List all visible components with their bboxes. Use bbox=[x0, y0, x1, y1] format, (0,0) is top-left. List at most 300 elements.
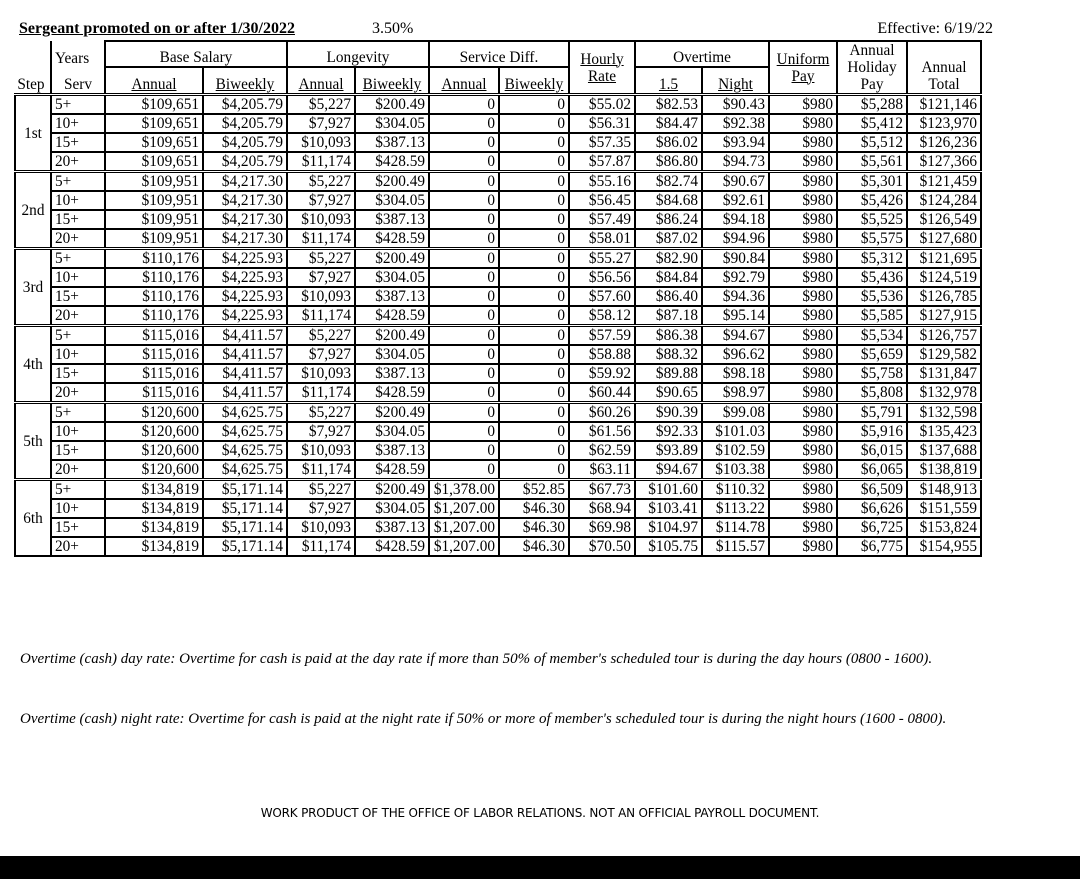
footer-disclaimer: WORK PRODUCT OF THE OFFICE OF LABOR RELATIONS. NOT AN OFFICIAL PAYROLL DOCUMENT. bbox=[260, 806, 820, 820]
cell-years-serv: 15+ bbox=[51, 441, 105, 460]
header-serv: Serv bbox=[51, 67, 105, 94]
cell-hourly-rate: $61.56 bbox=[569, 422, 635, 441]
cell-years-serv: 5+ bbox=[51, 326, 105, 346]
cell-hourly-rate: $63.11 bbox=[569, 460, 635, 480]
cell-base-annual: $109,651 bbox=[105, 114, 203, 133]
header-annual-total bbox=[907, 41, 981, 95]
cell-annual-holiday-pay: $5,808 bbox=[837, 383, 907, 403]
cell-uniform-pay: $980 bbox=[769, 383, 837, 403]
cell-base-biweekly: $4,225.93 bbox=[203, 249, 287, 269]
cell-service-diff-annual: 0 bbox=[429, 403, 499, 423]
cell-longevity-biweekly: $200.49 bbox=[355, 172, 429, 192]
cell-years-serv: 20+ bbox=[51, 306, 105, 326]
cell-annual-total: $131,847 bbox=[907, 364, 981, 383]
cell-annual-holiday-pay: $5,659 bbox=[837, 345, 907, 364]
cell-overtime-night: $90.43 bbox=[702, 95, 769, 115]
header-base-annual: Annual bbox=[105, 67, 203, 94]
cell-overtime-1-5: $90.65 bbox=[635, 383, 702, 403]
cell-overtime-night: $96.62 bbox=[702, 345, 769, 364]
cell-service-diff-annual: 0 bbox=[429, 326, 499, 346]
cell-longevity-annual: $10,093 bbox=[287, 210, 355, 229]
cell-base-annual: $110,176 bbox=[105, 268, 203, 287]
cell-years-serv: 10+ bbox=[51, 191, 105, 210]
cell-overtime-1-5: $88.32 bbox=[635, 345, 702, 364]
header-longevity-biweekly: Biweekly bbox=[355, 67, 429, 94]
cell-uniform-pay: $980 bbox=[769, 345, 837, 364]
cell-longevity-annual: $10,093 bbox=[287, 364, 355, 383]
table-row bbox=[15, 441, 981, 460]
cell-annual-holiday-pay: $5,512 bbox=[837, 133, 907, 152]
cell-service-diff-annual: 0 bbox=[429, 306, 499, 326]
cell-years-serv: 5+ bbox=[51, 403, 105, 423]
cell-annual-total: $153,824 bbox=[907, 518, 981, 537]
cell-base-biweekly: $4,217.30 bbox=[203, 172, 287, 192]
cell-base-annual: $109,651 bbox=[105, 95, 203, 115]
cell-service-diff-annual: $1,378.00 bbox=[429, 480, 499, 500]
cell-service-diff-annual: 0 bbox=[429, 268, 499, 287]
cell-uniform-pay: $980 bbox=[769, 537, 837, 556]
cell-annual-total: $121,695 bbox=[907, 249, 981, 269]
cell-longevity-annual: $5,227 bbox=[287, 249, 355, 269]
cell-base-biweekly: $5,171.14 bbox=[203, 518, 287, 537]
cell-longevity-biweekly: $428.59 bbox=[355, 229, 429, 249]
header-uniform-line1: Uniform bbox=[776, 50, 830, 68]
pay-scale-table bbox=[14, 40, 982, 557]
cell-overtime-1-5: $84.84 bbox=[635, 268, 702, 287]
cell-overtime-1-5: $92.33 bbox=[635, 422, 702, 441]
header-service-biweekly: Biweekly bbox=[499, 67, 569, 94]
cell-overtime-1-5: $86.24 bbox=[635, 210, 702, 229]
header-hourly-line1: Hourly bbox=[580, 50, 624, 68]
cell-service-diff-annual: $1,207.00 bbox=[429, 518, 499, 537]
cell-annual-holiday-pay: $5,758 bbox=[837, 364, 907, 383]
cell-service-diff-annual: $1,207.00 bbox=[429, 499, 499, 518]
header-base-biweekly: Biweekly bbox=[203, 67, 287, 94]
step-label: 4th bbox=[15, 326, 51, 403]
table-row bbox=[15, 460, 981, 480]
cell-years-serv: 5+ bbox=[51, 480, 105, 500]
cell-base-annual: $120,600 bbox=[105, 422, 203, 441]
cell-uniform-pay: $980 bbox=[769, 518, 837, 537]
cell-annual-total: $126,757 bbox=[907, 326, 981, 346]
effective-date: Effective: 6/19/22 bbox=[877, 20, 993, 37]
cell-annual-total: $132,978 bbox=[907, 383, 981, 403]
cell-uniform-pay: $980 bbox=[769, 364, 837, 383]
cell-base-biweekly: $4,625.75 bbox=[203, 422, 287, 441]
cell-longevity-annual: $10,093 bbox=[287, 441, 355, 460]
cell-base-annual: $110,176 bbox=[105, 306, 203, 326]
header-longevity-annual: Annual bbox=[287, 67, 355, 94]
cell-overtime-1-5: $82.90 bbox=[635, 249, 702, 269]
cell-overtime-night: $98.97 bbox=[702, 383, 769, 403]
cell-service-diff-annual: 0 bbox=[429, 152, 499, 172]
cell-service-diff-biweekly: 0 bbox=[499, 229, 569, 249]
cell-uniform-pay: $980 bbox=[769, 326, 837, 346]
step-label: 3rd bbox=[15, 249, 51, 326]
cell-service-diff-annual: 0 bbox=[429, 133, 499, 152]
cell-overtime-1-5: $86.02 bbox=[635, 133, 702, 152]
cell-service-diff-annual: 0 bbox=[429, 287, 499, 306]
cell-longevity-biweekly: $387.13 bbox=[355, 287, 429, 306]
cell-years-serv: 5+ bbox=[51, 249, 105, 269]
cell-base-annual: $115,016 bbox=[105, 364, 203, 383]
cell-base-annual: $134,819 bbox=[105, 480, 203, 500]
cell-longevity-annual: $11,174 bbox=[287, 152, 355, 172]
cell-uniform-pay: $980 bbox=[769, 306, 837, 326]
cell-service-diff-biweekly: 0 bbox=[499, 306, 569, 326]
cell-annual-total: $137,688 bbox=[907, 441, 981, 460]
cell-overtime-night: $94.73 bbox=[702, 152, 769, 172]
table-row bbox=[15, 191, 981, 210]
cell-overtime-night: $94.18 bbox=[702, 210, 769, 229]
cell-hourly-rate: $57.87 bbox=[569, 152, 635, 172]
cell-service-diff-biweekly: 0 bbox=[499, 95, 569, 115]
cell-hourly-rate: $55.27 bbox=[569, 249, 635, 269]
header-service-annual: Annual bbox=[429, 67, 499, 94]
cell-base-biweekly: $4,411.57 bbox=[203, 326, 287, 346]
cell-base-biweekly: $4,205.79 bbox=[203, 152, 287, 172]
cell-service-diff-biweekly: 0 bbox=[499, 133, 569, 152]
cell-hourly-rate: $57.35 bbox=[569, 133, 635, 152]
step-label: 1st bbox=[15, 95, 51, 172]
cell-annual-total: $127,915 bbox=[907, 306, 981, 326]
cell-years-serv: 5+ bbox=[51, 95, 105, 115]
cell-years-serv: 10+ bbox=[51, 268, 105, 287]
header-holiday-line1: Annual bbox=[849, 42, 895, 59]
cell-longevity-annual: $7,927 bbox=[287, 499, 355, 518]
cell-years-serv: 5+ bbox=[51, 172, 105, 192]
cell-service-diff-annual: 0 bbox=[429, 210, 499, 229]
header-step: Step bbox=[17, 76, 45, 93]
cell-uniform-pay: $980 bbox=[769, 229, 837, 249]
cell-years-serv: 10+ bbox=[51, 114, 105, 133]
cell-uniform-pay: $980 bbox=[769, 403, 837, 423]
cell-overtime-1-5: $82.74 bbox=[635, 172, 702, 192]
cell-base-biweekly: $4,217.30 bbox=[203, 210, 287, 229]
cell-base-biweekly: $4,625.75 bbox=[203, 403, 287, 423]
cell-base-annual: $109,651 bbox=[105, 152, 203, 172]
cell-service-diff-biweekly: 0 bbox=[499, 383, 569, 403]
header-total-line2: Total bbox=[928, 76, 960, 93]
cell-base-annual: $109,951 bbox=[105, 172, 203, 192]
cell-base-biweekly: $4,217.30 bbox=[203, 191, 287, 210]
table-row bbox=[15, 518, 981, 537]
cell-base-annual: $110,176 bbox=[105, 249, 203, 269]
cell-base-biweekly: $4,225.93 bbox=[203, 287, 287, 306]
cell-service-diff-annual: 0 bbox=[429, 364, 499, 383]
cell-annual-holiday-pay: $5,436 bbox=[837, 268, 907, 287]
cell-annual-total: $121,146 bbox=[907, 95, 981, 115]
cell-longevity-annual: $11,174 bbox=[287, 229, 355, 249]
cell-base-annual: $110,176 bbox=[105, 287, 203, 306]
cell-overtime-1-5: $84.68 bbox=[635, 191, 702, 210]
table-row bbox=[15, 114, 981, 133]
cell-longevity-annual: $11,174 bbox=[287, 460, 355, 480]
cell-service-diff-biweekly: $46.30 bbox=[499, 518, 569, 537]
cell-service-diff-biweekly: 0 bbox=[499, 460, 569, 480]
cell-overtime-1-5: $90.39 bbox=[635, 403, 702, 423]
cell-service-diff-annual: 0 bbox=[429, 172, 499, 192]
cell-overtime-1-5: $87.18 bbox=[635, 306, 702, 326]
cell-uniform-pay: $980 bbox=[769, 268, 837, 287]
cell-longevity-biweekly: $387.13 bbox=[355, 133, 429, 152]
header-uniform-pay bbox=[769, 41, 837, 95]
header-step-spacer bbox=[15, 41, 51, 67]
cell-service-diff-annual: 0 bbox=[429, 422, 499, 441]
cell-annual-holiday-pay: $5,575 bbox=[837, 229, 907, 249]
cell-overtime-night: $115.57 bbox=[702, 537, 769, 556]
cell-base-biweekly: $5,171.14 bbox=[203, 480, 287, 500]
cell-longevity-biweekly: $387.13 bbox=[355, 441, 429, 460]
cell-longevity-annual: $7,927 bbox=[287, 345, 355, 364]
cell-annual-holiday-pay: $5,534 bbox=[837, 326, 907, 346]
cell-annual-total: $132,598 bbox=[907, 403, 981, 423]
table-row bbox=[15, 95, 981, 115]
cell-base-annual: $109,651 bbox=[105, 133, 203, 152]
raise-percentage: 3.50% bbox=[372, 20, 414, 37]
header-holiday-line2: Holiday bbox=[847, 59, 897, 76]
cell-longevity-biweekly: $200.49 bbox=[355, 403, 429, 423]
table-row bbox=[15, 326, 981, 346]
cell-base-annual: $115,016 bbox=[105, 326, 203, 346]
cell-hourly-rate: $70.50 bbox=[569, 537, 635, 556]
table-row bbox=[15, 172, 981, 192]
document-title: Sergeant promoted on or after 1/30/2022 bbox=[19, 20, 295, 37]
header-uniform-line2: Pay bbox=[791, 67, 815, 85]
table-row bbox=[15, 345, 981, 364]
cell-service-diff-annual: 0 bbox=[429, 441, 499, 460]
cell-longevity-annual: $11,174 bbox=[287, 537, 355, 556]
cell-service-diff-annual: 0 bbox=[429, 345, 499, 364]
cell-service-diff-biweekly: 0 bbox=[499, 345, 569, 364]
cell-years-serv: 10+ bbox=[51, 422, 105, 441]
cell-base-biweekly: $5,171.14 bbox=[203, 537, 287, 556]
cell-annual-holiday-pay: $5,525 bbox=[837, 210, 907, 229]
table-row bbox=[15, 152, 981, 172]
bottom-black-bar bbox=[0, 856, 1080, 879]
cell-years-serv: 15+ bbox=[51, 364, 105, 383]
cell-longevity-biweekly: $428.59 bbox=[355, 152, 429, 172]
cell-base-biweekly: $4,411.57 bbox=[203, 364, 287, 383]
header-hourly-rate bbox=[569, 41, 635, 95]
cell-service-diff-biweekly: $46.30 bbox=[499, 537, 569, 556]
cell-overtime-1-5: $101.60 bbox=[635, 480, 702, 500]
cell-annual-total: $124,284 bbox=[907, 191, 981, 210]
cell-service-diff-annual: 0 bbox=[429, 383, 499, 403]
cell-base-annual: $109,951 bbox=[105, 229, 203, 249]
cell-annual-holiday-pay: $6,725 bbox=[837, 518, 907, 537]
table-row bbox=[15, 499, 981, 518]
cell-annual-total: $148,913 bbox=[907, 480, 981, 500]
cell-longevity-biweekly: $304.05 bbox=[355, 499, 429, 518]
cell-service-diff-biweekly: 0 bbox=[499, 172, 569, 192]
cell-annual-total: $123,970 bbox=[907, 114, 981, 133]
cell-overtime-1-5: $86.40 bbox=[635, 287, 702, 306]
cell-longevity-biweekly: $200.49 bbox=[355, 249, 429, 269]
cell-hourly-rate: $60.26 bbox=[569, 403, 635, 423]
cell-base-annual: $115,016 bbox=[105, 345, 203, 364]
cell-longevity-biweekly: $387.13 bbox=[355, 518, 429, 537]
cell-annual-holiday-pay: $5,426 bbox=[837, 191, 907, 210]
cell-uniform-pay: $980 bbox=[769, 249, 837, 269]
cell-longevity-annual: $5,227 bbox=[287, 172, 355, 192]
cell-hourly-rate: $67.73 bbox=[569, 480, 635, 500]
cell-annual-total: $126,236 bbox=[907, 133, 981, 152]
cell-longevity-biweekly: $428.59 bbox=[355, 383, 429, 403]
cell-uniform-pay: $980 bbox=[769, 287, 837, 306]
cell-longevity-biweekly: $387.13 bbox=[355, 210, 429, 229]
cell-overtime-1-5: $105.75 bbox=[635, 537, 702, 556]
cell-service-diff-biweekly: 0 bbox=[499, 249, 569, 269]
cell-longevity-biweekly: $200.49 bbox=[355, 95, 429, 115]
cell-years-serv: 20+ bbox=[51, 460, 105, 480]
header-hourly-line2: Rate bbox=[587, 67, 617, 85]
cell-overtime-night: $99.08 bbox=[702, 403, 769, 423]
cell-overtime-1-5: $104.97 bbox=[635, 518, 702, 537]
cell-overtime-night: $92.61 bbox=[702, 191, 769, 210]
table-row bbox=[15, 229, 981, 249]
cell-base-biweekly: $4,411.57 bbox=[203, 383, 287, 403]
cell-annual-total: $135,423 bbox=[907, 422, 981, 441]
table-row bbox=[15, 422, 981, 441]
cell-years-serv: 15+ bbox=[51, 518, 105, 537]
table-header bbox=[15, 41, 981, 95]
cell-service-diff-biweekly: 0 bbox=[499, 441, 569, 460]
cell-base-biweekly: $4,205.79 bbox=[203, 133, 287, 152]
cell-longevity-biweekly: $304.05 bbox=[355, 422, 429, 441]
step-label: 6th bbox=[15, 480, 51, 557]
cell-overtime-night: $92.79 bbox=[702, 268, 769, 287]
cell-longevity-biweekly: $304.05 bbox=[355, 345, 429, 364]
cell-years-serv: 10+ bbox=[51, 345, 105, 364]
cell-service-diff-annual: 0 bbox=[429, 114, 499, 133]
document-header bbox=[19, 20, 995, 40]
header-total-line1: Annual bbox=[921, 59, 967, 76]
table-row bbox=[15, 249, 981, 269]
table-row bbox=[15, 133, 981, 152]
cell-years-serv: 20+ bbox=[51, 383, 105, 403]
cell-base-biweekly: $4,411.57 bbox=[203, 345, 287, 364]
cell-hourly-rate: $57.60 bbox=[569, 287, 635, 306]
cell-base-annual: $120,600 bbox=[105, 441, 203, 460]
header-years: Years bbox=[51, 41, 105, 67]
cell-base-annual: $134,819 bbox=[105, 518, 203, 537]
cell-annual-holiday-pay: $6,015 bbox=[837, 441, 907, 460]
cell-base-annual: $109,951 bbox=[105, 191, 203, 210]
cell-annual-total: $151,559 bbox=[907, 499, 981, 518]
cell-hourly-rate: $59.92 bbox=[569, 364, 635, 383]
header-longevity: Longevity bbox=[287, 41, 429, 67]
cell-uniform-pay: $980 bbox=[769, 191, 837, 210]
cell-longevity-biweekly: $428.59 bbox=[355, 537, 429, 556]
header-service-diff: Service Diff. bbox=[429, 41, 569, 67]
cell-annual-holiday-pay: $6,509 bbox=[837, 480, 907, 500]
cell-service-diff-annual: 0 bbox=[429, 460, 499, 480]
cell-uniform-pay: $980 bbox=[769, 133, 837, 152]
cell-base-biweekly: $4,625.75 bbox=[203, 441, 287, 460]
table-body bbox=[15, 95, 981, 557]
cell-service-diff-biweekly: 0 bbox=[499, 287, 569, 306]
table-row bbox=[15, 287, 981, 306]
cell-hourly-rate: $57.49 bbox=[569, 210, 635, 229]
cell-longevity-annual: $5,227 bbox=[287, 95, 355, 115]
cell-annual-holiday-pay: $5,791 bbox=[837, 403, 907, 423]
cell-base-biweekly: $4,205.79 bbox=[203, 95, 287, 115]
cell-longevity-annual: $5,227 bbox=[287, 480, 355, 500]
cell-base-annual: $120,600 bbox=[105, 403, 203, 423]
cell-annual-total: $154,955 bbox=[907, 537, 981, 556]
cell-uniform-pay: $980 bbox=[769, 499, 837, 518]
cell-longevity-biweekly: $428.59 bbox=[355, 460, 429, 480]
cell-overtime-night: $94.67 bbox=[702, 326, 769, 346]
cell-base-annual: $120,600 bbox=[105, 460, 203, 480]
cell-annual-holiday-pay: $5,561 bbox=[837, 152, 907, 172]
cell-longevity-annual: $10,093 bbox=[287, 133, 355, 152]
cell-annual-holiday-pay: $5,536 bbox=[837, 287, 907, 306]
cell-uniform-pay: $980 bbox=[769, 172, 837, 192]
cell-overtime-1-5: $86.38 bbox=[635, 326, 702, 346]
cell-uniform-pay: $980 bbox=[769, 114, 837, 133]
cell-service-diff-biweekly: 0 bbox=[499, 114, 569, 133]
cell-years-serv: 10+ bbox=[51, 499, 105, 518]
cell-annual-total: $129,582 bbox=[907, 345, 981, 364]
step-label: 2nd bbox=[15, 172, 51, 249]
cell-hourly-rate: $62.59 bbox=[569, 441, 635, 460]
cell-longevity-biweekly: $304.05 bbox=[355, 114, 429, 133]
cell-base-biweekly: $4,205.79 bbox=[203, 114, 287, 133]
cell-uniform-pay: $980 bbox=[769, 95, 837, 115]
cell-service-diff-biweekly: 0 bbox=[499, 152, 569, 172]
cell-years-serv: 20+ bbox=[51, 537, 105, 556]
cell-service-diff-biweekly: 0 bbox=[499, 326, 569, 346]
cell-annual-holiday-pay: $5,916 bbox=[837, 422, 907, 441]
cell-annual-total: $138,819 bbox=[907, 460, 981, 480]
cell-uniform-pay: $980 bbox=[769, 152, 837, 172]
table-row bbox=[15, 480, 981, 500]
cell-base-annual: $134,819 bbox=[105, 537, 203, 556]
cell-annual-total: $127,680 bbox=[907, 229, 981, 249]
cell-base-annual: $109,951 bbox=[105, 210, 203, 229]
cell-hourly-rate: $56.45 bbox=[569, 191, 635, 210]
cell-annual-holiday-pay: $5,412 bbox=[837, 114, 907, 133]
cell-overtime-1-5: $93.89 bbox=[635, 441, 702, 460]
cell-service-diff-biweekly: 0 bbox=[499, 191, 569, 210]
cell-annual-total: $127,366 bbox=[907, 152, 981, 172]
cell-annual-holiday-pay: $6,775 bbox=[837, 537, 907, 556]
cell-overtime-night: $93.94 bbox=[702, 133, 769, 152]
cell-hourly-rate: $57.59 bbox=[569, 326, 635, 346]
table-row bbox=[15, 403, 981, 423]
table-row bbox=[15, 364, 981, 383]
cell-overtime-1-5: $82.53 bbox=[635, 95, 702, 115]
cell-base-biweekly: $4,225.93 bbox=[203, 306, 287, 326]
table-row bbox=[15, 537, 981, 556]
cell-longevity-biweekly: $387.13 bbox=[355, 364, 429, 383]
cell-annual-total: $124,519 bbox=[907, 268, 981, 287]
cell-uniform-pay: $980 bbox=[769, 210, 837, 229]
cell-overtime-1-5: $94.67 bbox=[635, 460, 702, 480]
cell-years-serv: 15+ bbox=[51, 287, 105, 306]
cell-hourly-rate: $58.12 bbox=[569, 306, 635, 326]
cell-overtime-night: $103.38 bbox=[702, 460, 769, 480]
cell-overtime-1-5: $87.02 bbox=[635, 229, 702, 249]
cell-annual-holiday-pay: $6,065 bbox=[837, 460, 907, 480]
cell-base-annual: $134,819 bbox=[105, 499, 203, 518]
cell-overtime-1-5: $103.41 bbox=[635, 499, 702, 518]
cell-overtime-1-5: $89.88 bbox=[635, 364, 702, 383]
cell-uniform-pay: $980 bbox=[769, 441, 837, 460]
cell-longevity-biweekly: $304.05 bbox=[355, 191, 429, 210]
